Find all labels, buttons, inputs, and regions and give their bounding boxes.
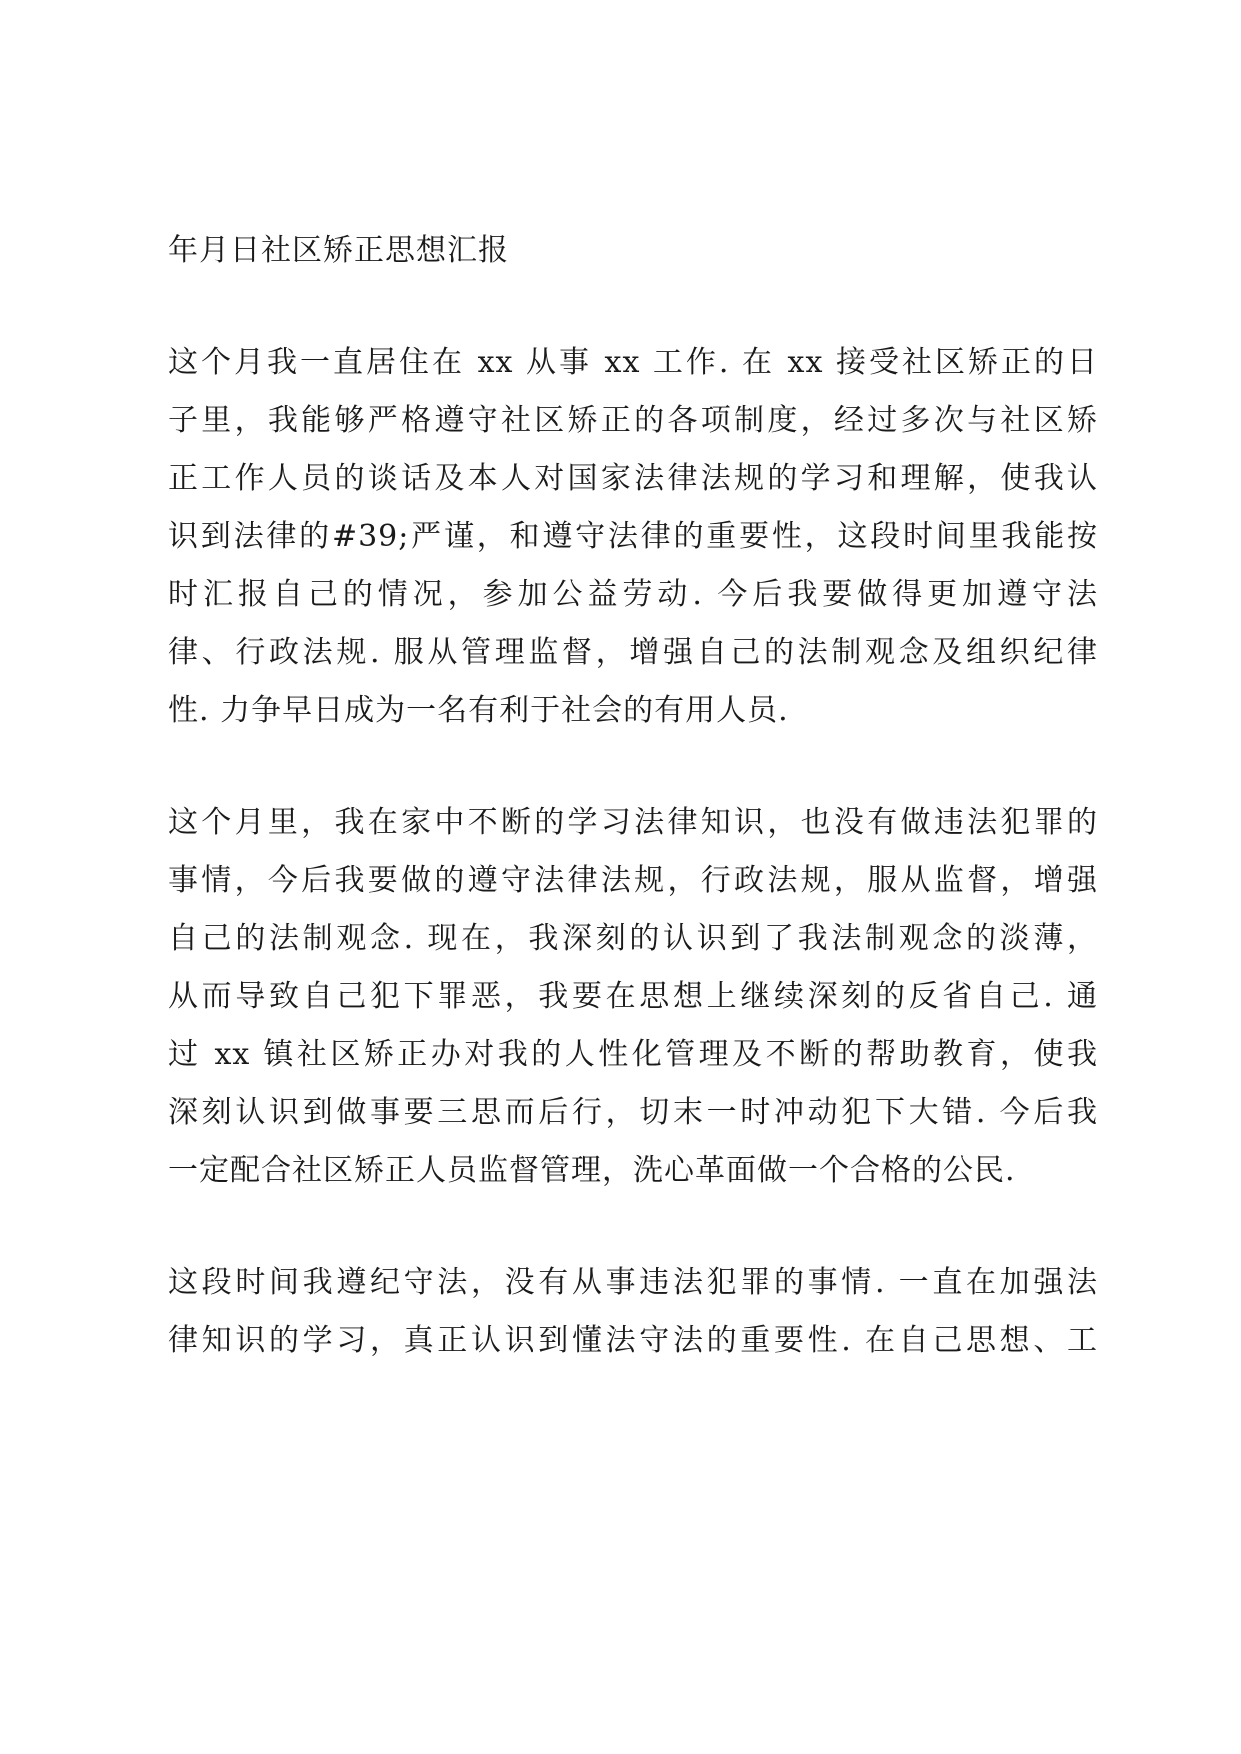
paragraph-line: 深刻认识到做事要三思而后行，切末一时冲动犯下大错. 今后我	[168, 1095, 1098, 1130]
paragraph-line: 识到法律的#39;严谨，和遵守法律的重要性，这段时间里我能按	[168, 519, 1098, 554]
paragraph-line: 时汇报自己的情况，参加公益劳动. 今后我要做得更加遵守法	[168, 577, 1098, 612]
paragraph-line: 正工作人员的谈话及本人对国家法律法规的学习和理解，使我认	[168, 461, 1098, 496]
paragraph-line: 性. 力争早日成为一名有利于社会的有用人员.	[168, 693, 789, 728]
paragraph-2	[168, 794, 1098, 1200]
paragraph-line: 这段时间我遵纪守法，没有从事违法犯罪的事情. 一直在加强法	[168, 1265, 1098, 1300]
paragraph-1	[168, 334, 1098, 740]
paragraph-line: 律、行政法规. 服从管理监督，增强自己的法制观念及组织纪律	[168, 635, 1098, 670]
paragraph-line: 事情，今后我要做的遵守法律法规，行政法规，服从监督，增强	[168, 863, 1098, 898]
paragraph-line: 律知识的学习，真正认识到懂法守法的重要性. 在自己思想、工	[168, 1323, 1098, 1358]
document-body	[168, 222, 1098, 1424]
paragraph-line: 过 xx 镇社区矫正办对我的人性化管理及不断的帮助教育，使我	[168, 1037, 1098, 1072]
paragraph-line: 一定配合社区矫正人员监督管理，洗心革面做一个合格的公民.	[168, 1153, 1016, 1188]
paragraph-line: 子里，我能够严格遵守社区矫正的各项制度，经过多次与社区矫	[168, 403, 1098, 438]
paragraph-line: 这个月我一直居住在 xx 从事 xx 工作. 在 xx 接受社区矫正的日	[168, 345, 1098, 380]
paragraph-line: 这个月里，我在家中不断的学习法律知识，也没有做违法犯罪的	[168, 805, 1098, 840]
document-title: 年月日社区矫正思想汇报	[168, 233, 509, 268]
paragraph-3	[168, 1254, 1098, 1370]
paragraph-line: 从而导致自己犯下罪恶，我要在思想上继续深刻的反省自己. 通	[168, 979, 1098, 1014]
paragraph-line: 自己的法制观念. 现在，我深刻的认识到了我法制观念的淡薄，	[168, 921, 1098, 956]
